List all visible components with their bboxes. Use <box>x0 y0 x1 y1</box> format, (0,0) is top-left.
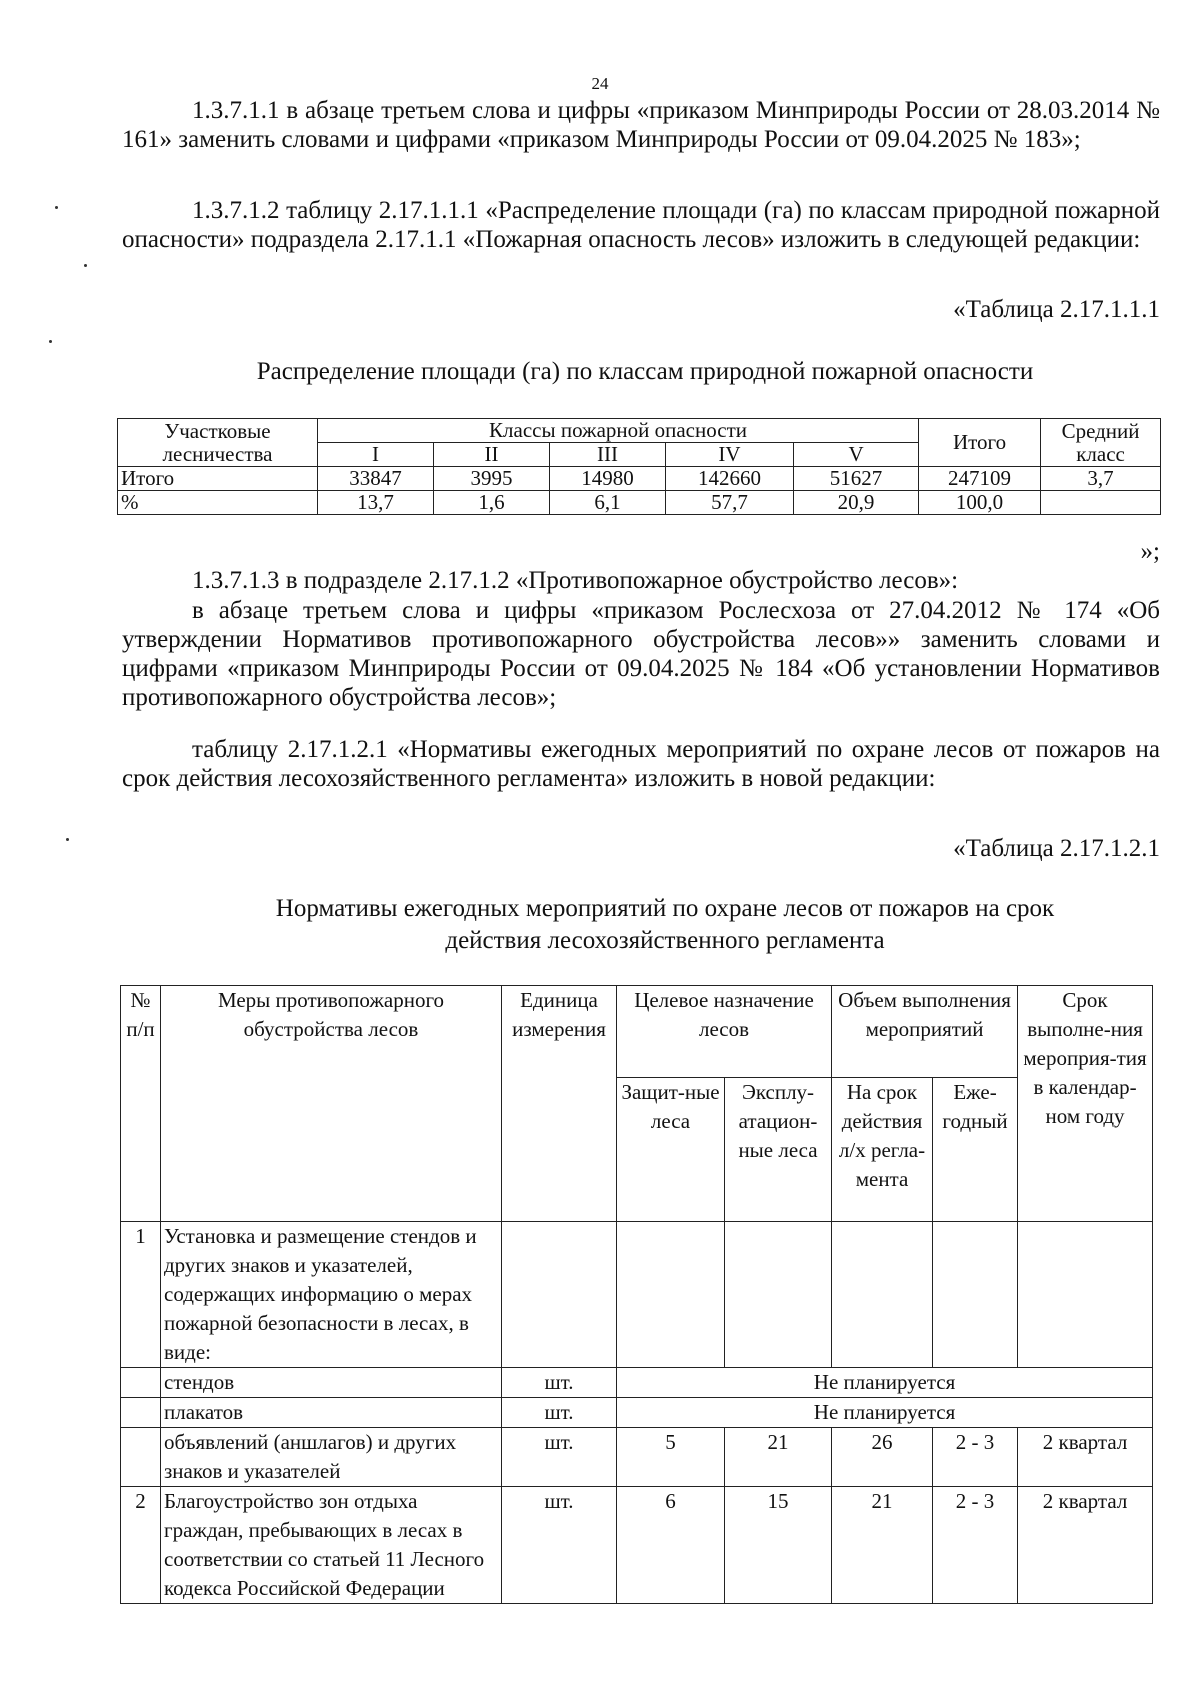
cell-class-2: 3995 <box>434 467 550 491</box>
cell-protective: 6 <box>617 1487 725 1604</box>
table-1-title: Распределение площади (га) по классам природной пожарной опасности <box>256 358 1034 385</box>
header-fire-classes: Классы пожарной опасности <box>318 419 919 443</box>
row-label: % <box>118 491 318 515</box>
cell-total: 100,0 <box>919 491 1041 515</box>
cell-total: 247109 <box>919 467 1041 491</box>
cell-measure: плакатов <box>161 1398 502 1428</box>
cell-measure: Установка и размещение стендов и других знаков и указателей, содержащих информацию о мерах пожарной безопасности в лесах, в виде: <box>161 1222 502 1368</box>
scan-speck <box>66 838 69 841</box>
header-average-class: Средний класс <box>1041 419 1161 467</box>
cell-deadline: 2 квартал <box>1018 1428 1153 1487</box>
cell-unit: шт. <box>502 1368 617 1398</box>
cell-term: 21 <box>832 1487 933 1604</box>
paragraph-1-3-7-1-2: 1.3.7.1.2 таблицу 2.17.1.1.1 «Распределение площади (га) по классам природной пожарной опасности» подраздела 2.17.1.1 «Пожарная опасность лесов» изложить в следующей редакции: <box>122 197 1160 253</box>
header-class-4: IV <box>666 443 794 467</box>
cell-deadline: 2 квартал <box>1018 1487 1153 1604</box>
table-row <box>118 491 1161 515</box>
cell-class-4: 142660 <box>666 467 794 491</box>
header-forestry: Участковые лесничества <box>118 419 318 467</box>
table-row <box>121 1368 1153 1398</box>
cell-protective: 5 <box>617 1428 725 1487</box>
cell-class-5: 51627 <box>794 467 919 491</box>
header-total: Итого <box>919 419 1041 467</box>
header-purpose: Целевое назначение лесов <box>617 986 832 1078</box>
cell-class-4: 57,7 <box>666 491 794 515</box>
fire-prevention-measures-table <box>120 985 1153 1604</box>
scan-speck <box>49 340 52 343</box>
table-2-label: «Таблица 2.17.1.2.1 <box>953 835 1160 862</box>
cell-number: 1 <box>121 1222 161 1368</box>
header-number: № п/п <box>121 986 161 1222</box>
header-class-3: III <box>550 443 666 467</box>
cell-class-2: 1,6 <box>434 491 550 515</box>
cell-average-class: 3,7 <box>1041 467 1161 491</box>
paragraph-1-3-7-1-1: 1.3.7.1.1 в абзаце третьем слова и цифры «приказом Минприроды России от 28.03.2014 № 161» заменить словами и цифрами «приказом Минприроды России от 09.04.2025 № 183»; <box>122 97 1160 153</box>
cell-unit: шт. <box>502 1487 617 1604</box>
table-row <box>121 1487 1153 1604</box>
fire-danger-class-table <box>117 418 1161 515</box>
header-class-1: I <box>318 443 434 467</box>
cell-class-1: 13,7 <box>318 491 434 515</box>
cell-number: 2 <box>121 1487 161 1604</box>
header-class-2: II <box>434 443 550 467</box>
header-exploitation: Эксплу-атацион-ные леса <box>725 1078 832 1222</box>
header-measures: Меры противопожарного обустройства лесов <box>161 986 502 1222</box>
table-2-title-line-2: действия лесохозяйственного регламента <box>445 927 885 954</box>
cell-unit: шт. <box>502 1398 617 1428</box>
table-2-title-line-1: Нормативы ежегодных мероприятий по охране лесов от пожаров на срок <box>275 895 1055 922</box>
scan-speck <box>84 264 87 267</box>
paragraph-1-3-7-1-3: 1.3.7.1.3 в подразделе 2.17.1.2 «Противопожарное обустройство лесов»: <box>192 567 959 594</box>
page-number: 24 <box>591 74 609 93</box>
table-row <box>118 467 1161 491</box>
cell-class-1: 33847 <box>318 467 434 491</box>
cell-unit: шт. <box>502 1428 617 1487</box>
header-unit: Единица измерения <box>502 986 617 1222</box>
scan-speck <box>55 206 58 209</box>
header-annual: Еже-годный <box>933 1078 1018 1222</box>
cell-exploitation: 15 <box>725 1487 832 1604</box>
quote-close: »; <box>1140 538 1160 565</box>
cell-not-planned: Не планируется <box>617 1398 1153 1428</box>
table-1-label: «Таблица 2.17.1.1.1 <box>953 296 1160 323</box>
cell-measure: объявлений (аншлагов) и других знаков и указателей <box>161 1428 502 1487</box>
header-term-period: На срок действия л/х регла-мента <box>832 1078 933 1222</box>
table-row <box>121 1428 1153 1487</box>
cell-class-5: 20,9 <box>794 491 919 515</box>
cell-term: 26 <box>832 1428 933 1487</box>
cell-average-class <box>1041 491 1161 515</box>
cell-annual: 2 - 3 <box>933 1428 1018 1487</box>
header-deadline: Срок выполне-ния мероприя-тия в календар-ном году <box>1018 986 1153 1222</box>
paragraph-abzac-3: в абзаце третьем слова и цифры «приказом Рослесхоза от 27.04.2012 № 174 «Об утверждении Нормативов противопожарного обустройства лесов»» заменить словами и цифрами «приказом Минприроды России от 09.04.2025 № 184 «Об установлении Нормативов противопожарного обустройства лесов»; <box>122 597 1160 711</box>
header-volume: Объем выполнения мероприятий <box>832 986 1018 1078</box>
header-protective: Защит-ные леса <box>617 1078 725 1222</box>
cell-annual: 2 - 3 <box>933 1487 1018 1604</box>
table-row <box>121 1398 1153 1428</box>
cell-class-3: 6,1 <box>550 491 666 515</box>
row-label: Итого <box>118 467 318 491</box>
table-row <box>121 1222 1153 1368</box>
header-class-5: V <box>794 443 919 467</box>
cell-not-planned: Не планируется <box>617 1368 1153 1398</box>
cell-measure: Благоустройство зон отдыха граждан, пребывающих в лесах в соответствии со статьей 11 Лесного кодекса Российской Федерации <box>161 1487 502 1604</box>
cell-measure: стендов <box>161 1368 502 1398</box>
paragraph-table-2-17-1-2-1: таблицу 2.17.1.2.1 «Нормативы ежегодных мероприятий по охране лесов от пожаров на срок действия лесохозяйственного регламента» изложить в новой редакции: <box>122 736 1160 792</box>
cell-exploitation: 21 <box>725 1428 832 1487</box>
cell-class-3: 14980 <box>550 467 666 491</box>
